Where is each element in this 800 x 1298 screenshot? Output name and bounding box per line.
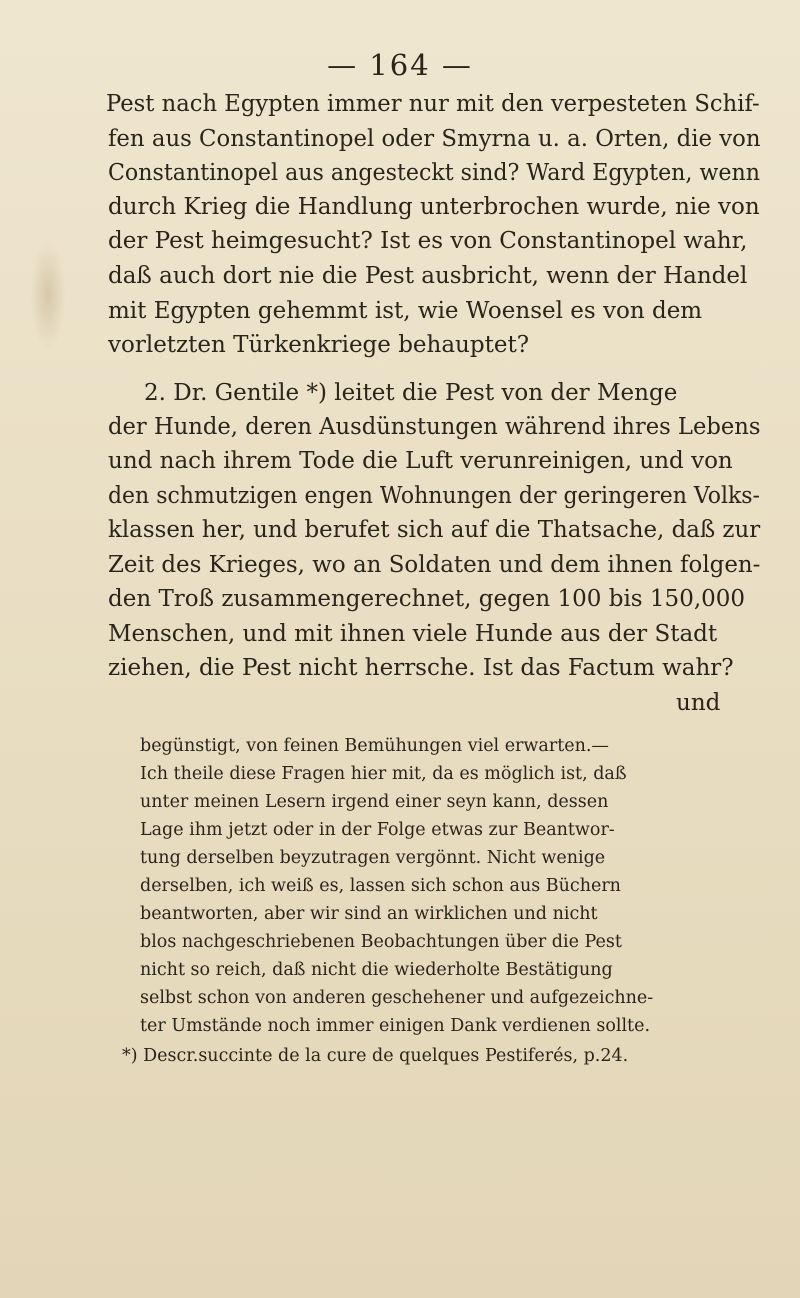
text-line: durch Krieg die Handlung unterbrochen wurde, nie von	[108, 194, 760, 220]
text-line: fen aus Constantinopel oder Smyrna u. a. Orten, die von	[108, 126, 761, 152]
footnote-line: blos nachgeschriebenen Beobachtungen über die Pest	[140, 932, 622, 952]
text-line: den schmutzigen engen Wohnungen der geringeren Volks-	[108, 483, 760, 509]
text-line: klassen her, und berufet sich auf die Thatsache, daß zur	[108, 517, 761, 543]
text-line: daß auch dort nie die Pest ausbricht, wenn der Handel	[108, 263, 748, 289]
footnote-line: Lage ihm jetzt oder in der Folge etwas zur Beantwor-	[140, 820, 615, 840]
footnote-line: beantworten, aber wir sind an wirklichen und nicht	[140, 904, 598, 924]
footnote-line: nicht so reich, daß nicht die wiederholte Bestätigung	[140, 960, 613, 980]
footnote-line: ter Umstände noch immer einigen Dank verdienen sollte.	[140, 1016, 651, 1036]
footnote-line: begünstigt, von feinen Bemühungen viel erwarten.—	[140, 736, 609, 756]
text-line: der Pest heimgesucht? Ist es von Constantinopel wahr,	[108, 228, 748, 254]
text-line: mit Egypten gehemmt ist, wie Woensel es von dem	[108, 298, 703, 324]
footnote-line: selbst schon von anderen geschehener und aufgezeichne-	[140, 988, 654, 1008]
catchword: und	[676, 690, 721, 716]
text-line: Zeit des Krieges, wo an Soldaten und dem ihnen folgen-	[108, 552, 761, 578]
footnote-line: tung derselben beyzutragen vergönnt. Nicht wenige	[140, 848, 606, 868]
text-line: Menschen, und mit ihnen viele Hunde aus der Stadt	[108, 621, 718, 647]
footnote-line: Ich theile diese Fragen hier mit, da es möglich ist, daß	[140, 764, 627, 784]
text-line: vorletzten Türkenkriege behauptet?	[108, 332, 530, 358]
text-line: 2. Dr. Gentile *) leitet die Pest von der Menge	[144, 380, 678, 406]
text-line: Pest nach Egypten immer nur mit den verpesteten Schif-	[106, 91, 760, 117]
text-line: Constantinopel aus angesteckt sind? Ward Egypten, wenn	[108, 160, 761, 186]
paper-stain	[30, 240, 66, 350]
footnote-line: derselben, ich weiß es, lassen sich schon aus Büchern	[140, 876, 621, 896]
text-line: ziehen, die Pest nicht herrsche. Ist das Factum wahr?	[108, 655, 734, 681]
page-number: — 164 —	[327, 48, 473, 82]
footnote-reference: *) Descr.succinte de la cure de quelques Pestiferés, p.24.	[122, 1046, 629, 1066]
footnote-line: unter meinen Lesern irgend einer seyn kann, dessen	[140, 792, 609, 812]
text-line: der Hunde, deren Ausdünstungen während ihres Lebens	[108, 414, 761, 440]
text-line: und nach ihrem Tode die Luft verunreinigen, und von	[108, 448, 733, 474]
text-line: den Troß zusammengerechnet, gegen 100 bis 150,000	[108, 586, 746, 612]
